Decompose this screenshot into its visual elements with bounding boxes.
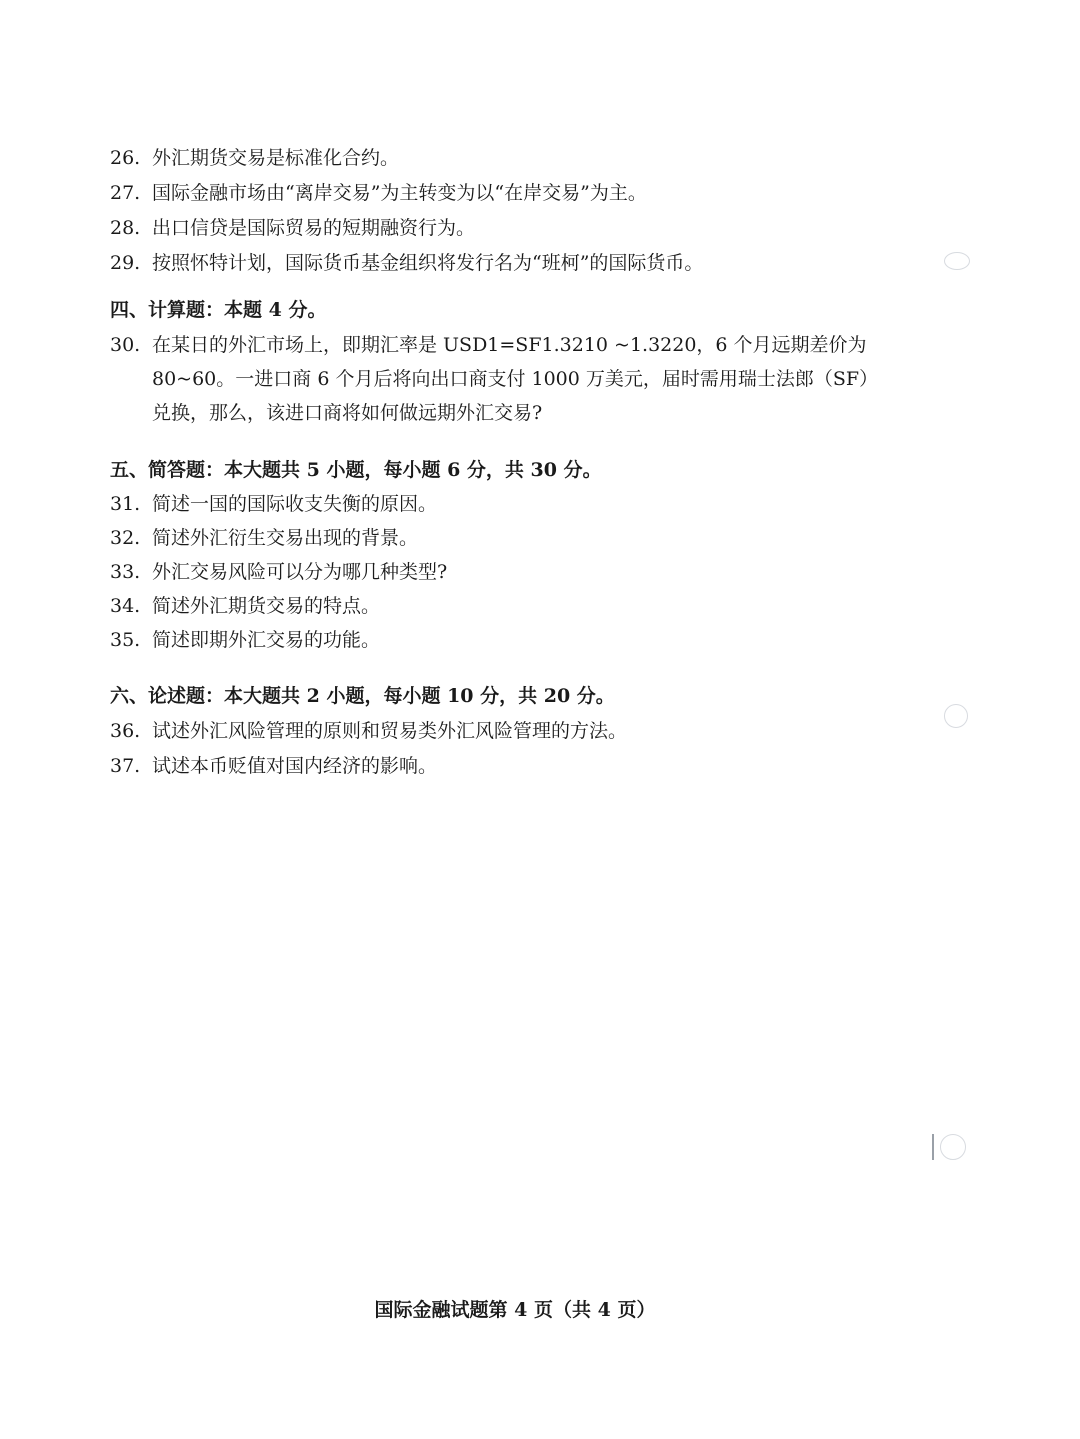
question-text: 简述外汇期货交易的特点。 [152,595,381,617]
question-30-line2: 80~60。一进口商 6 个月后将向出口商支付 1000 万美元，届时需用瑞士法郎（SF） [152,368,879,390]
question-number: 34. [110,595,141,617]
question-36 [110,719,627,743]
question-number: 28. [110,217,141,239]
section-5-heading: 五、简答题：本大题共 5 小题，每小题 6 分，共 30 分。 [110,459,602,481]
question-number: 29. [110,252,141,274]
scan-mark [944,252,970,270]
scan-mark [932,1134,934,1160]
question-text: 外汇交易风险可以分为哪几种类型? [152,561,448,583]
question-32 [110,526,418,550]
question-number: 35. [110,629,141,651]
scan-mark [940,1134,966,1160]
question-text: 出口信贷是国际贸易的短期融资行为。 [152,217,476,239]
question-text: 外汇期货交易是标准化合约。 [152,147,400,169]
question-number: 26. [110,147,141,169]
question-35 [110,628,380,652]
question-30-line3: 兑换，那么，该进口商将如何做远期外汇交易? [152,402,543,424]
question-text: 按照怀特计划，国际货币基金组织将发行名为“班柯”的国际货币。 [152,252,704,274]
question-number: 31. [110,493,141,515]
question-28 [110,216,475,240]
question-number: 30. [110,334,141,356]
page-footer [0,1298,1080,1322]
question-33 [110,560,447,584]
question-text-line1: 在某日的外汇市场上，即期汇率是 USD1=SF1.3210 ~1.3220，6 个月远期差价为 [152,334,867,356]
question-number: 36. [110,720,141,742]
section-4-heading: 四、计算题：本题 4 分。 [110,299,327,321]
question-text: 简述即期外汇交易的功能。 [152,629,381,651]
question-text: 简述外汇衍生交易出现的背景。 [152,527,419,549]
question-number: 27. [110,182,141,204]
scan-mark [944,704,968,728]
question-31 [110,492,437,516]
question-37 [110,754,437,778]
question-text: 简述一国的国际收支失衡的原因。 [152,493,438,515]
question-29 [110,251,703,275]
section-6-heading: 六、论述题：本大题共 2 小题，每小题 10 分，共 20 分。 [110,685,615,707]
question-text: 试述本币贬值对国内经济的影响。 [152,755,438,777]
question-text: 国际金融市场由“离岸交易”为主转变为以“在岸交易”为主。 [152,182,647,204]
question-30 [110,333,867,357]
question-text: 试述外汇风险管理的原则和贸易类外汇风险管理的方法。 [152,720,628,742]
question-26 [110,146,399,170]
question-number: 32. [110,527,141,549]
question-number: 37. [110,755,141,777]
question-number: 33. [110,561,141,583]
question-34 [110,594,380,618]
question-27 [110,181,647,205]
page-footer-text: 国际金融试题第 4 页（共 4 页） [374,1299,656,1321]
